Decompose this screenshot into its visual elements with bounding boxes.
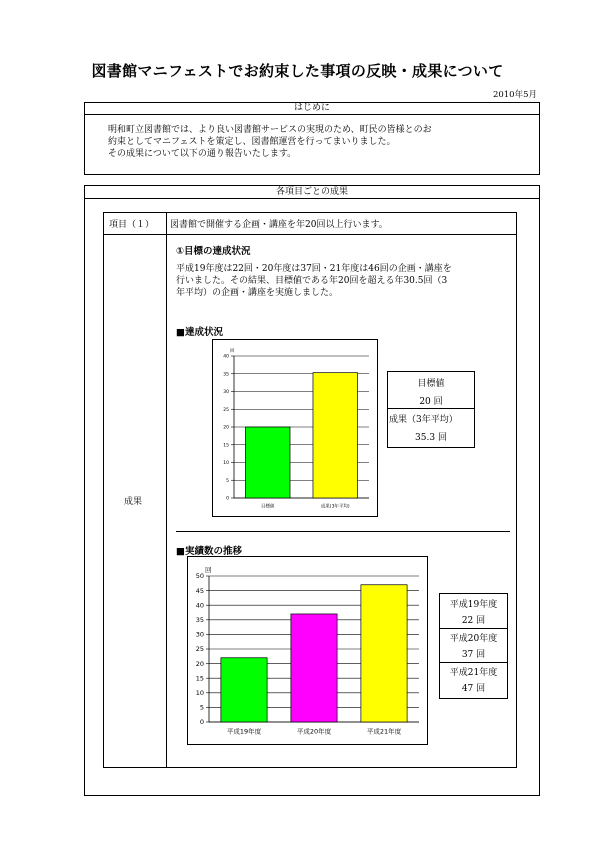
y-tick-label: 20 <box>223 425 229 431</box>
bar <box>291 614 337 722</box>
achievement-line: 平成19年度は22回・20年度は37回・21年度は46回の企画・講座を <box>176 264 452 274</box>
legend-result-label: 成果（3年平均） <box>389 415 458 425</box>
y-tick-label: 30 <box>223 390 229 395</box>
results-heading: 各項目ごとの成果 <box>275 187 348 197</box>
chart1-legend <box>387 371 475 448</box>
achievement-line: 年平均）の企画・講座を実施しました。 <box>176 288 339 298</box>
y-tick-label: 40 <box>195 601 204 610</box>
y-tick-label: 5 <box>199 703 204 712</box>
intro-line: その成果について以下の通り報告いたします。 <box>108 149 297 159</box>
y-axis-label: 回 <box>230 349 235 354</box>
y-tick-label: 10 <box>195 688 204 697</box>
y-tick-label: 45 <box>195 586 204 595</box>
y-tick-label: 0 <box>199 718 204 727</box>
x-tick-label: 平成21年度 <box>366 727 402 736</box>
bar <box>245 427 290 498</box>
y-tick-label: 5 <box>226 478 229 484</box>
item-text: 図書館で開催する企画・講座を年20回以上行います。 <box>170 220 388 230</box>
results-divider <box>84 198 540 199</box>
y-tick-label: 0 <box>226 496 229 502</box>
bar <box>361 585 407 722</box>
y-tick-label: 25 <box>195 645 204 654</box>
x-tick-label: 平成19年度 <box>226 727 262 736</box>
chart2-heading: ■実績数の推移 <box>176 546 242 557</box>
intro-line: 約束としてマニフェストを策定し、図書館運営を行ってまいりました。 <box>108 137 396 147</box>
achievement-heading: ①目標の達成状況 <box>176 246 251 257</box>
intro-text <box>108 124 528 160</box>
legend-divider <box>440 662 507 663</box>
intro-heading: はじめに <box>293 103 330 113</box>
legend-target-value: 20 回 <box>419 397 443 407</box>
x-tick-label: 目標値 <box>261 504 275 510</box>
y-tick-label: 40 <box>223 354 229 360</box>
page-title: 図書館マニフェストでお約束した事項の反映・成果について <box>91 62 504 80</box>
y-tick-label: 15 <box>223 443 229 449</box>
report-date: 2010年5月 <box>492 90 537 100</box>
intro-divider <box>84 114 540 115</box>
legend-fy19-value: 22 回 <box>461 616 486 626</box>
legend-result-value: 35.3 回 <box>415 433 447 443</box>
y-tick-label: 50 <box>195 572 204 581</box>
y-tick-label: 35 <box>223 372 229 378</box>
achievement-text <box>176 263 511 299</box>
legend-fy21-label: 平成21年度 <box>449 668 498 678</box>
x-tick-label: 成果(3年平均) <box>320 504 350 510</box>
y-tick-label: 30 <box>195 630 204 639</box>
item-label: 項目（１） <box>109 220 155 230</box>
trend-chart <box>187 556 428 745</box>
legend-fy20-label: 平成20年度 <box>449 634 498 644</box>
cell-separator <box>176 531 510 532</box>
y-tick-label: 35 <box>195 615 204 624</box>
achievement-chart <box>212 339 378 517</box>
y-tick-label: 20 <box>195 659 204 668</box>
bar <box>313 373 358 498</box>
y-tick-label: 15 <box>195 674 204 683</box>
chart2-legend <box>439 593 508 699</box>
legend-fy19-label: 平成19年度 <box>449 600 498 610</box>
y-tick-label: 25 <box>223 407 229 413</box>
legend-divider <box>440 628 507 629</box>
x-tick-label: 平成20年度 <box>296 727 332 736</box>
row-label-result: 成果 <box>124 497 143 507</box>
y-axis-label: 回 <box>205 566 212 574</box>
legend-target-label: 目標値 <box>417 379 445 389</box>
legend-fy20-value: 37 回 <box>461 650 486 660</box>
table-col-divider <box>166 212 167 768</box>
legend-divider <box>388 408 474 409</box>
intro-line: 明和町立図書館では、より良い図書館サービスの実現のため、町民の皆様とのお <box>108 125 432 135</box>
legend-fy21-value: 47 回 <box>461 684 486 694</box>
y-tick-label: 10 <box>223 461 229 466</box>
chart1-heading: ■達成状況 <box>176 327 223 338</box>
bar <box>221 658 267 722</box>
achievement-line: 行いました。その結果、目標値である年20回を超える年30.5回（3 <box>176 276 448 286</box>
